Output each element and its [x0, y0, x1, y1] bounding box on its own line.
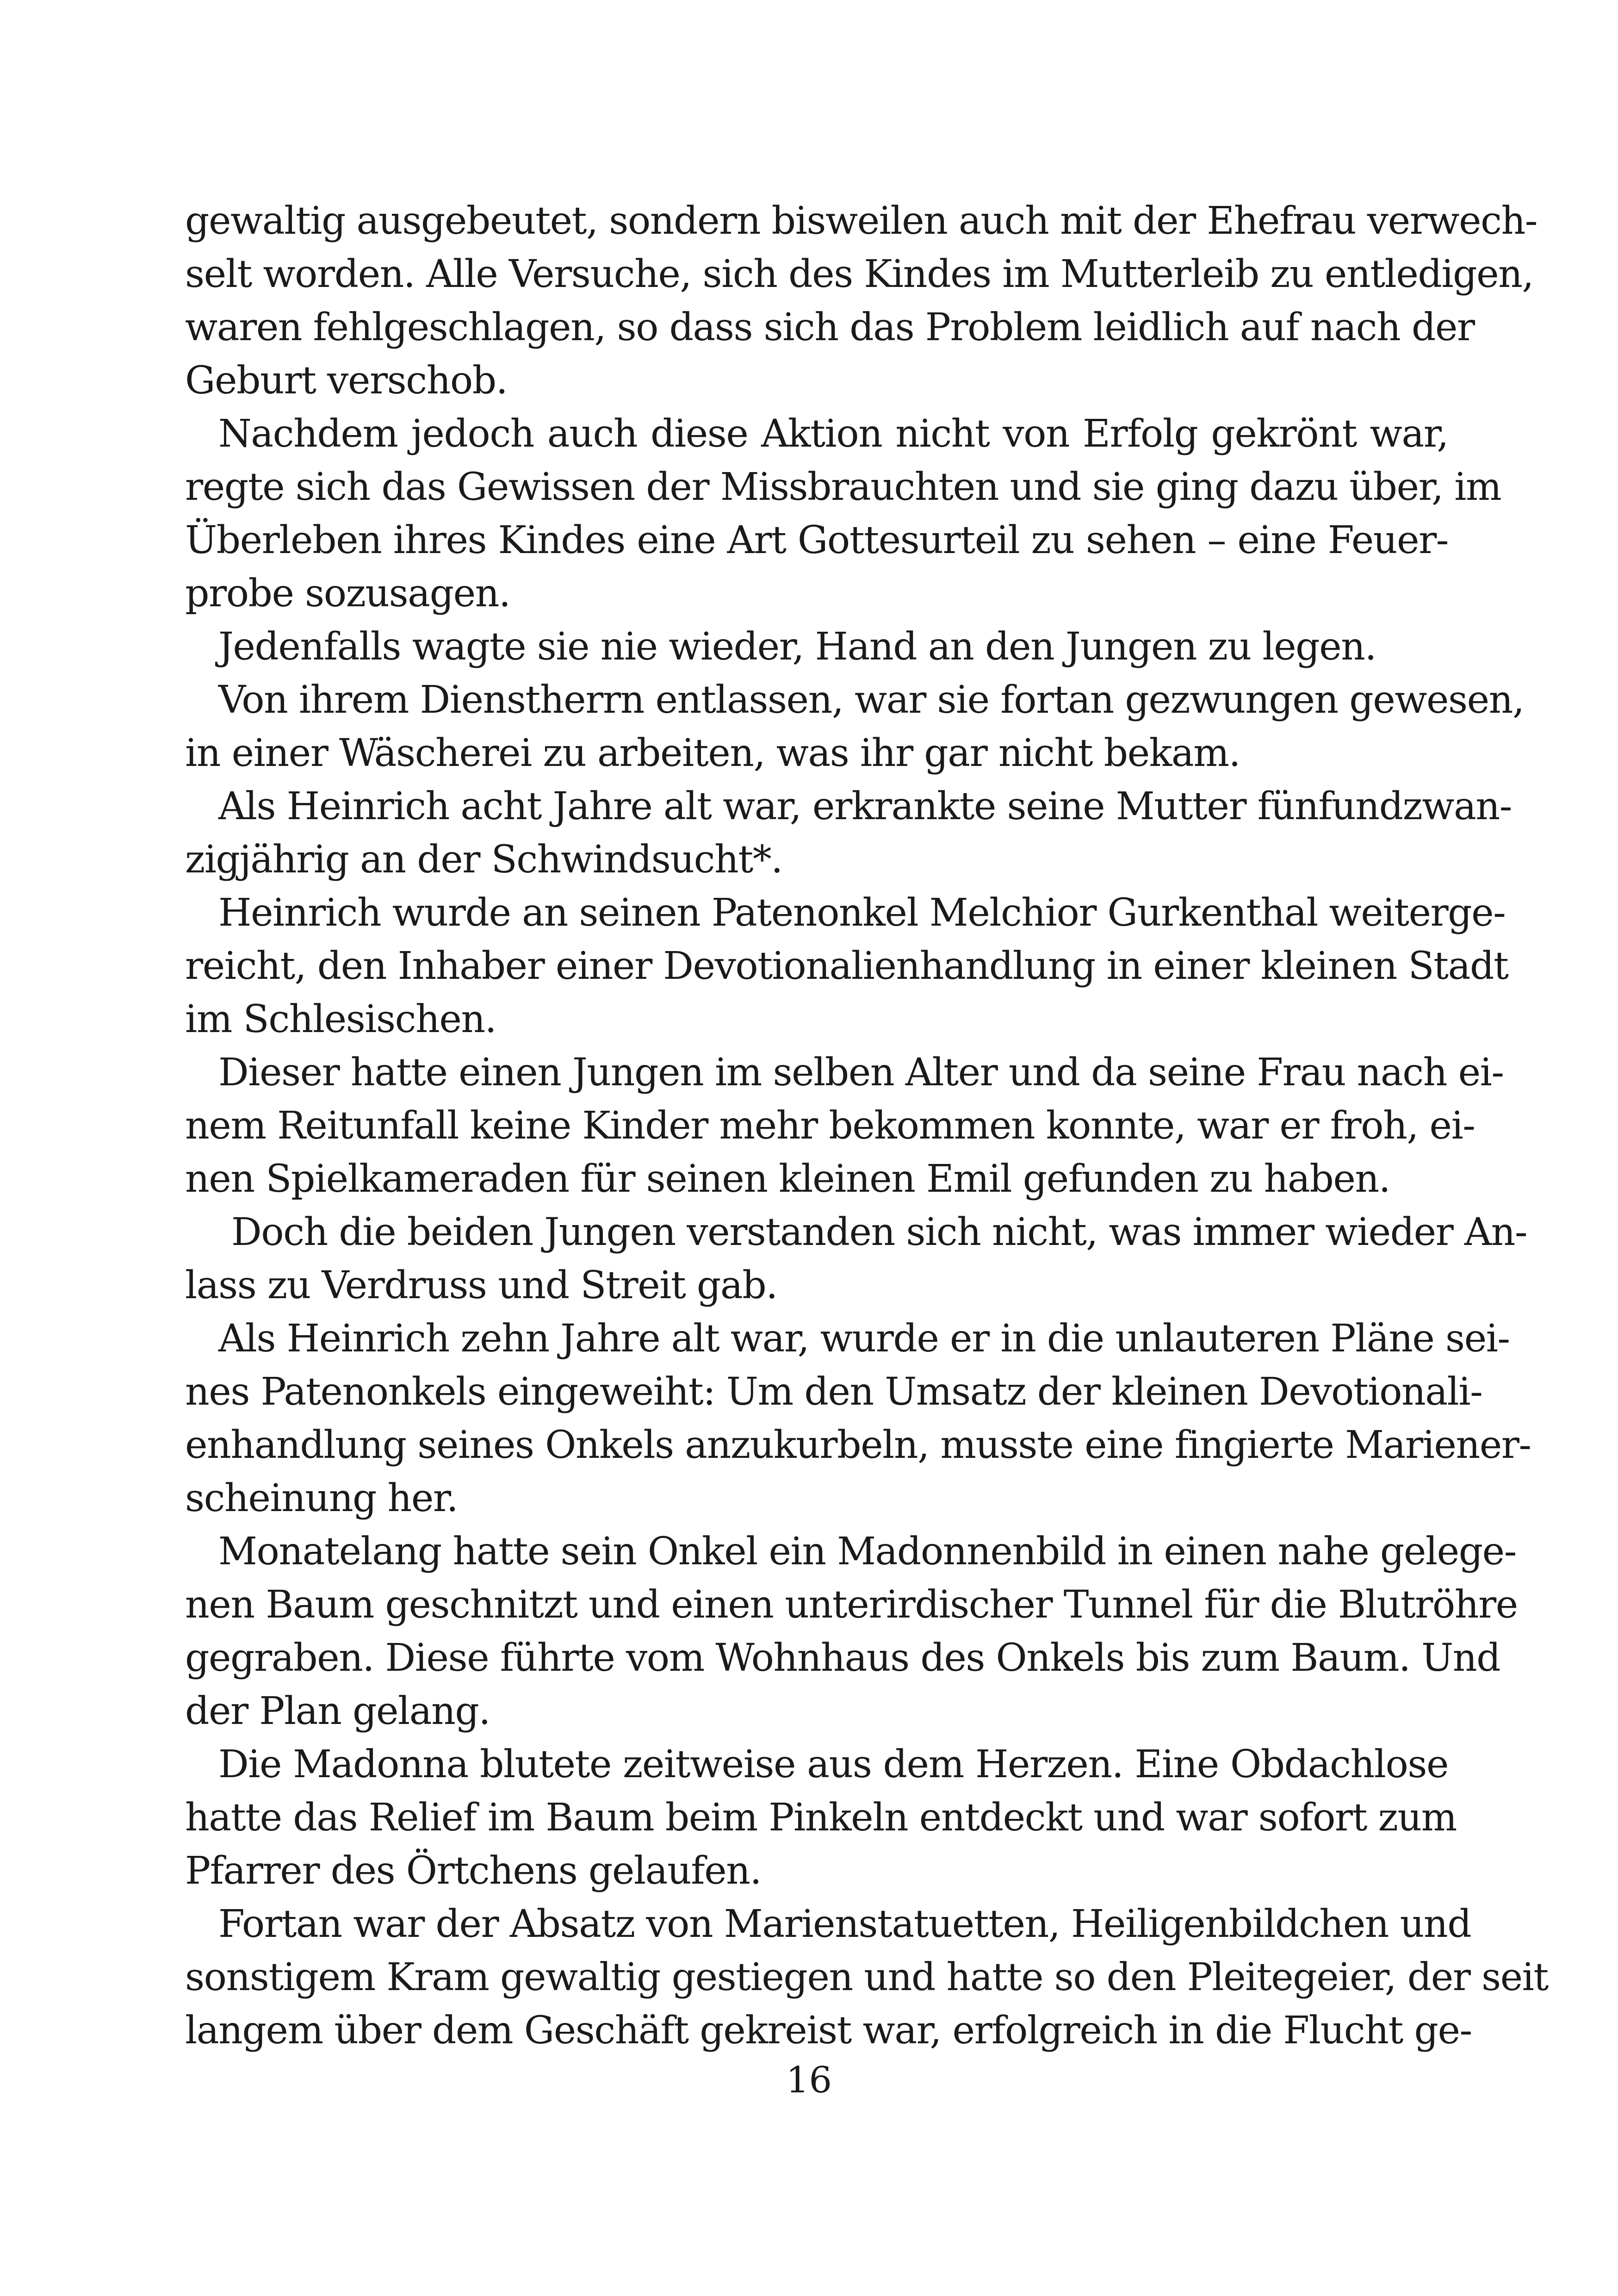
text-line: Die Madonna blutete zeitweise aus dem Herzen. Eine Obdachlose — [218, 1742, 1448, 1786]
text-line: langem über dem Geschäft gekreist war, erfolgreich in die Flucht ge- — [185, 2009, 1472, 2053]
text-line: nen Spielkameraden für seinen kleinen Emil gefunden zu haben. — [185, 1157, 1390, 1201]
text-line: Von ihrem Dienstherrn entlassen, war sie fortan gezwungen gewesen, — [218, 678, 1524, 722]
text-line: Als Heinrich zehn Jahre alt war, wurde er in die unlauteren Pläne sei- — [218, 1317, 1510, 1361]
text-line: regte sich das Gewissen der Missbrauchten und sie ging dazu über, im — [185, 465, 1501, 509]
text-line: Heinrich wurde an seinen Patenonkel Melchior Gurkenthal weiterge- — [218, 891, 1506, 935]
text-line: scheinung her. — [185, 1476, 458, 1520]
text-line: lass zu Verdruss und Streit gab. — [185, 1263, 777, 1307]
text-line: hatte das Relief im Baum beim Pinkeln entdeckt und war sofort zum — [185, 1796, 1457, 1840]
text-line: Nachdem jedoch auch diese Aktion nicht von Erfolg gekrönt war, — [218, 412, 1448, 456]
text-line: Überleben ihres Kindes eine Art Gottesurteil zu sehen – eine Feuer- — [185, 518, 1448, 562]
text-line: probe sozusagen. — [185, 572, 510, 616]
text-line: Fortan war der Absatz von Marienstatuetten, Heiligenbildchen und — [218, 1902, 1471, 1946]
body-text — [185, 194, 1548, 2057]
text-line: in einer Wäscherei zu arbeiten, was ihr gar nicht bekam. — [185, 731, 1240, 775]
text-line: Doch die beiden Jungen verstanden sich nicht, was immer wieder An- — [231, 1210, 1527, 1254]
text-line: selt worden. Alle Versuche, sich des Kindes im Mutterleib zu entledigen, — [185, 252, 1533, 296]
text-line: Geburt verschob. — [185, 359, 508, 403]
text-line: nen Baum geschnitzt und einen unterirdischer Tunnel für die Blutröhre — [185, 1583, 1518, 1627]
text-line: Jedenfalls wagte sie nie wieder, Hand an den Jungen zu legen. — [218, 625, 1376, 669]
text-line: Monatelang hatte sein Onkel ein Madonnenbild in einen nahe gelege- — [218, 1530, 1516, 1574]
text-line: Pfarrer des Örtchens gelaufen. — [185, 1849, 762, 1893]
text-line: enhandlung seines Onkels anzukurbeln, musste eine fingierte Mariener- — [185, 1423, 1531, 1467]
text-line: gewaltig ausgebeutet, sondern bisweilen auch mit der Ehefrau verwech- — [185, 199, 1537, 243]
text-line: der Plan gelang. — [185, 1689, 490, 1733]
text-line: gegraben. Diese führte vom Wohnhaus des Onkels bis zum Baum. Und — [185, 1636, 1500, 1680]
text-line: waren fehlgeschlagen, so dass sich das Problem leidlich auf nach der — [185, 305, 1475, 349]
text-line: zigjährig an der Schwindsucht*. — [185, 838, 782, 882]
text-line: Als Heinrich acht Jahre alt war, erkrankte seine Mutter fünfundzwan- — [218, 784, 1512, 828]
text-line: nes Patenonkels eingeweiht: Um den Umsatz der kleinen Devotionali- — [185, 1370, 1482, 1414]
text-line: Dieser hatte einen Jungen im selben Alter und da seine Frau nach ei- — [218, 1051, 1504, 1095]
text-line: sonstigem Kram gewaltig gestiegen und hatte so den Pleitegeier, der seit — [185, 1955, 1548, 1999]
text-line: nem Reitunfall keine Kinder mehr bekommen konnte, war er froh, ei- — [185, 1104, 1475, 1148]
text-line: im Schlesischen. — [185, 997, 496, 1041]
text-line: reicht, den Inhaber einer Devotionalienhandlung in einer kleinen Stadt — [185, 944, 1508, 988]
page-number: 16 — [786, 2060, 832, 2101]
